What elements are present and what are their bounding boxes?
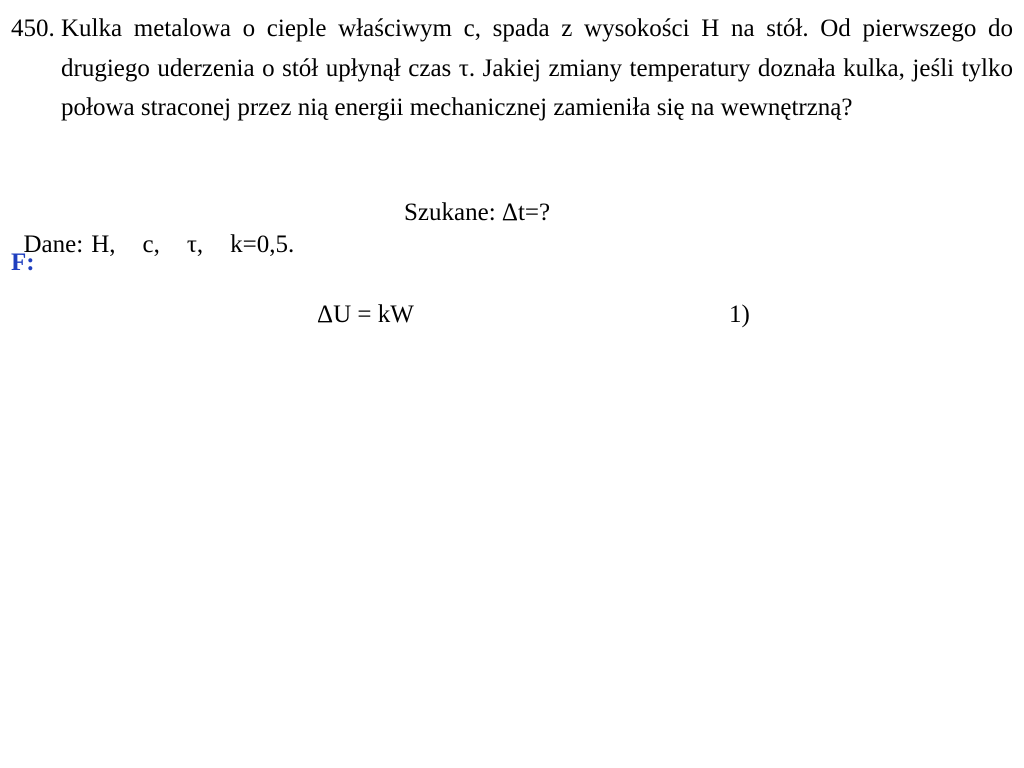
equation-number: 1) [729,301,750,328]
given-item-h: H, [91,231,116,258]
given-item-c: c, [142,231,160,258]
physics-section-label: F: [11,249,35,276]
given-item-tau: τ, [186,231,204,258]
problem-statement [11,9,1013,128]
given-data [11,197,321,261]
given-label: Dane: [23,231,84,258]
equation-formula: ΔU = kW [317,301,414,328]
sought-quantity: Szukane: Δt=? [404,199,551,226]
given-item-k: k=0,5. [230,231,295,258]
problem-text: Kulka metalowa o cieple właściwym c, spada z wysokości H na stół. Od pierwszego do drugiego uderzenia o stół upłynął czas τ. Jakiej zmiany temperatury doznała kulka, jeśli tylko połowa straconej przez nią energii mechanicznej zamieniła się na wewnętrzną? [61,15,1013,121]
problem-number: 450. [11,15,55,42]
